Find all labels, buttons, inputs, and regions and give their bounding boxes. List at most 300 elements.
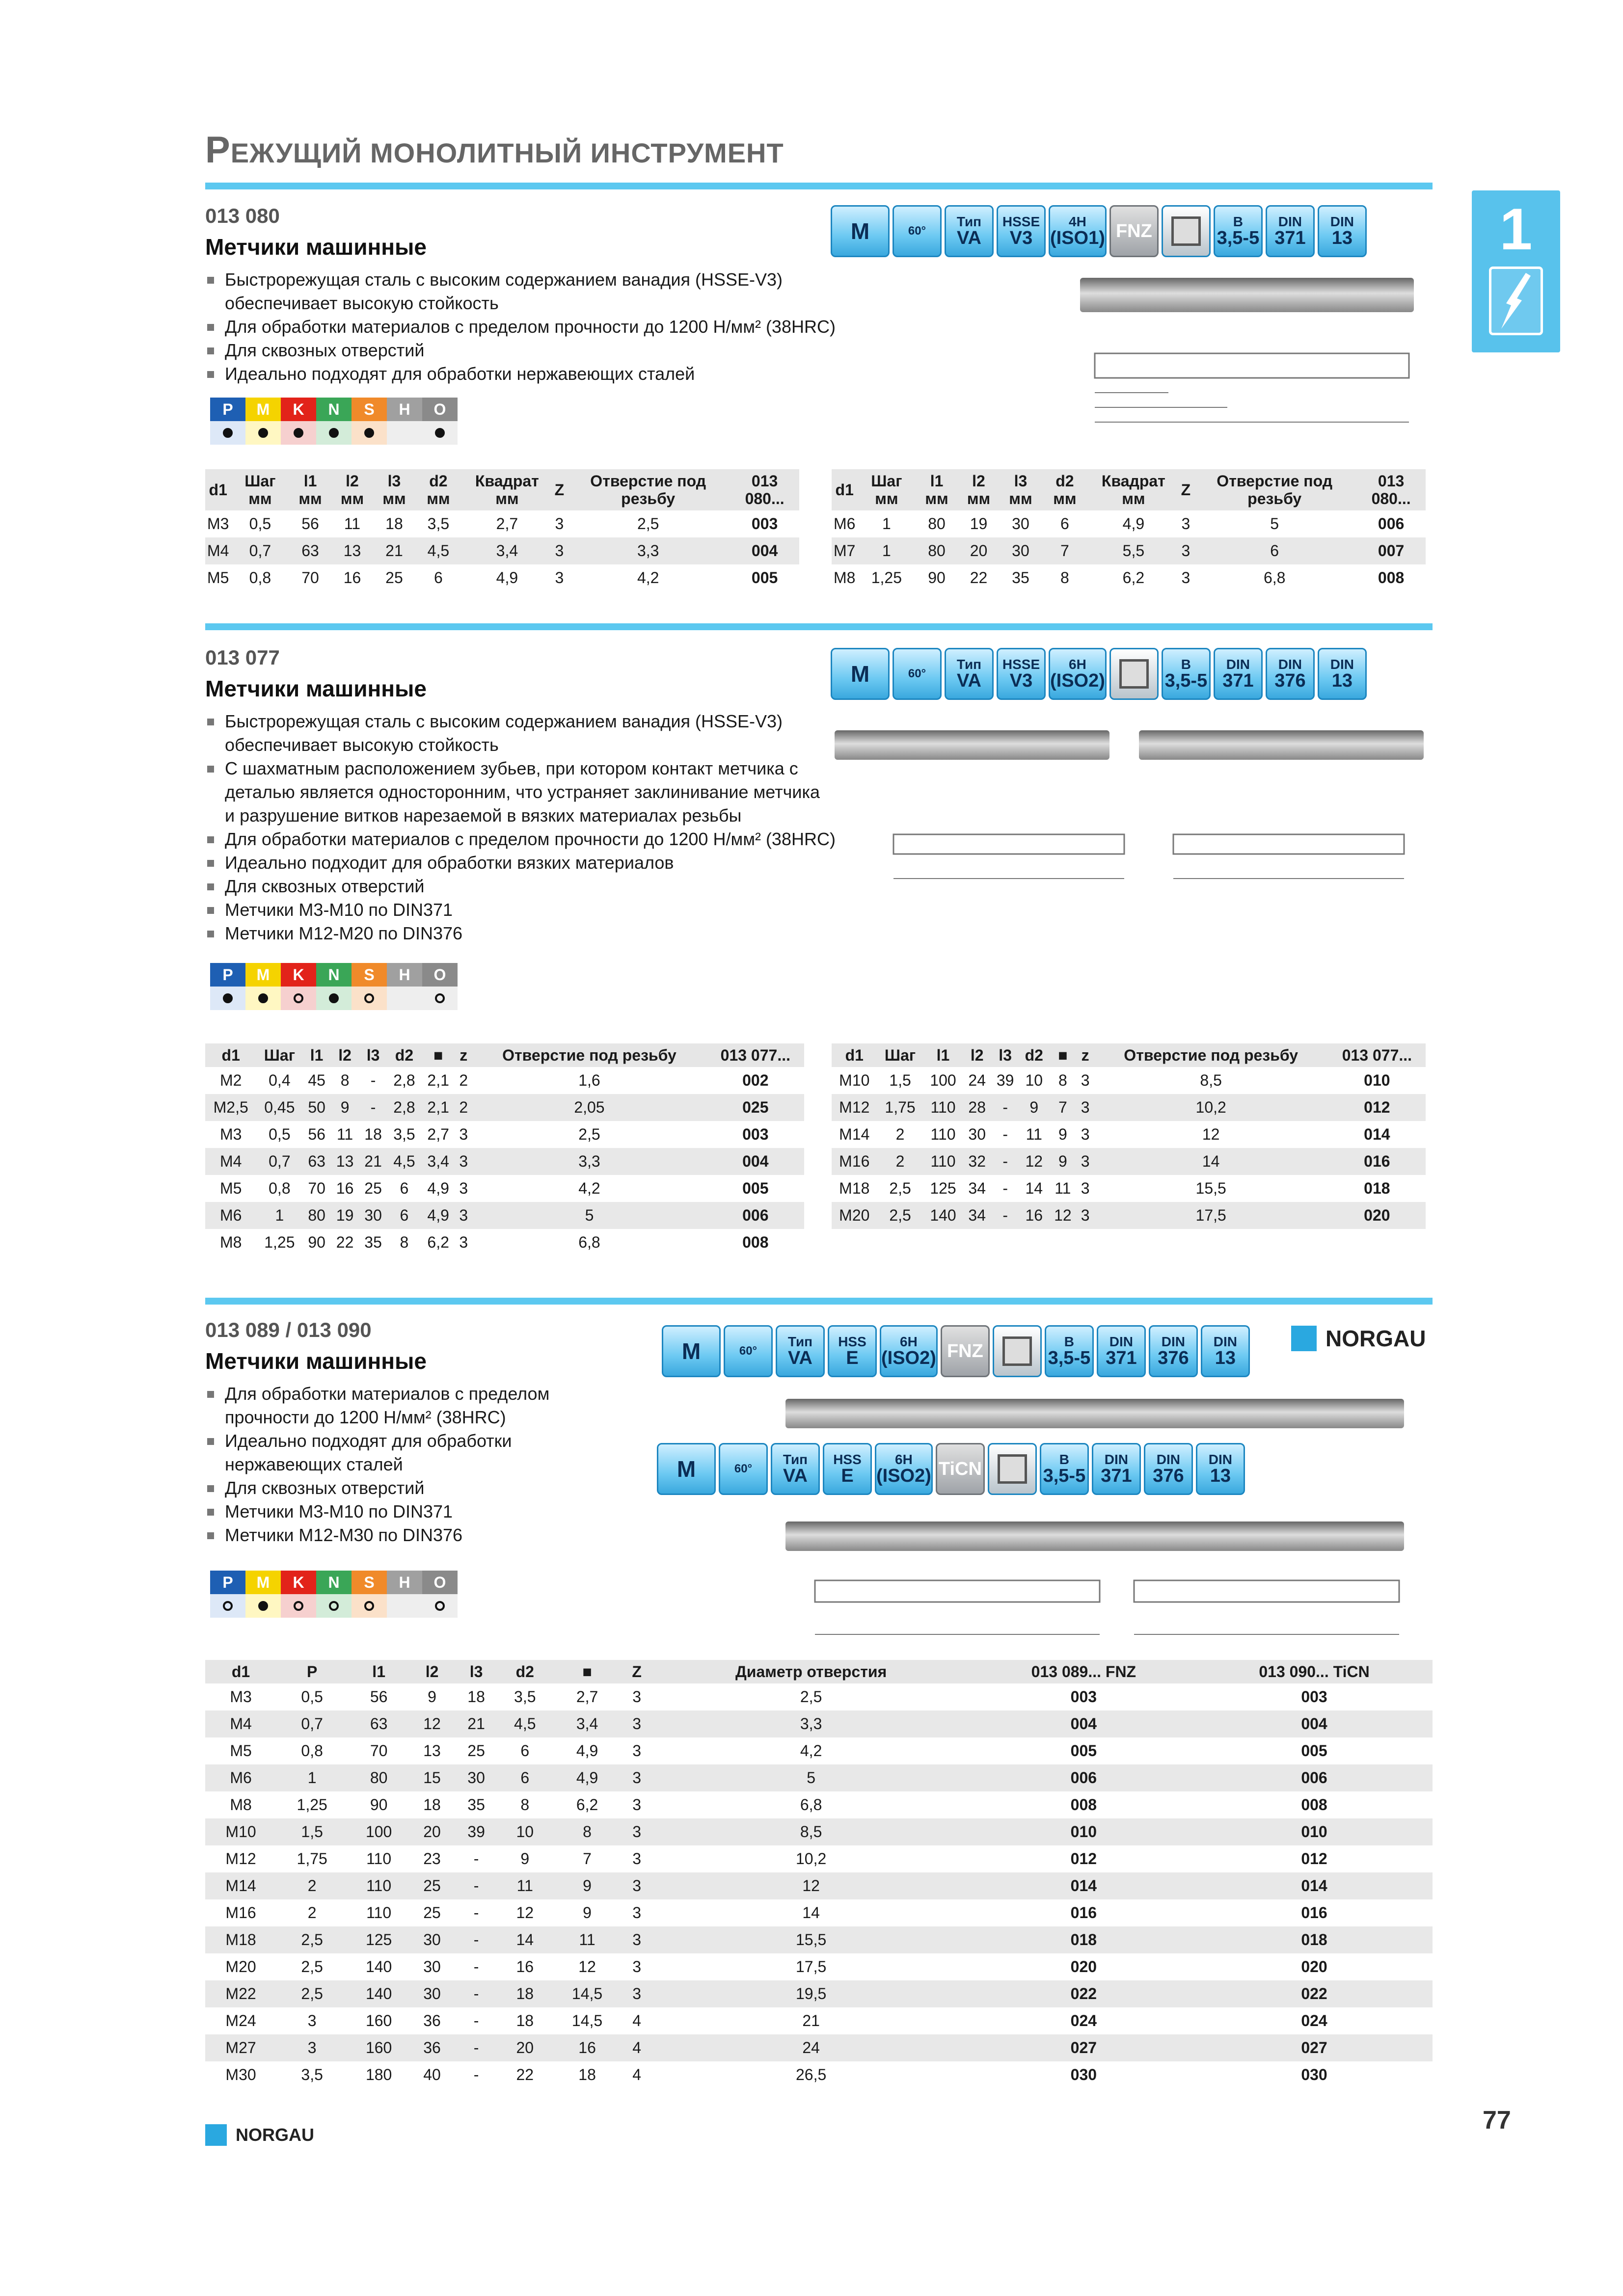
section-2-title: Метчики машинные [205,676,427,701]
tap-photo [1080,278,1414,312]
table-cell: 90 [928,569,946,587]
table-cell: 18 [364,1125,382,1143]
table-cell: 3 [1077,1094,1094,1121]
table-row [832,564,1426,591]
table-row [205,1980,1433,2007]
material-dot-cell [352,987,387,1010]
property-icon [828,1325,877,1377]
table-cell: 024 [1070,2012,1097,2029]
table-cell: 4,9 [1122,515,1145,533]
icon-label: 6H [900,1334,918,1349]
table-cell: 6 [1060,515,1069,533]
table-cell: M4 [205,1148,256,1175]
table-cell: 3 [459,1125,468,1143]
icon-label: DIN [1213,1334,1238,1349]
table-cell: 23 [423,1850,441,1868]
table-cell: 140 [923,1202,963,1229]
property-icon [1318,648,1367,700]
table-cell: 30 [410,1980,454,2007]
drill-icon [1489,267,1543,335]
table-cell: 005 [751,569,778,587]
table-cell: 5,5 [1088,537,1179,564]
table-cell: 14,5 [551,1980,622,2007]
table-cell: 008 [742,1233,769,1251]
table-cell: 20 [498,2034,551,2061]
table-cell: M14 [839,1125,870,1143]
table-cell: 1,25 [871,569,902,587]
table-cell: 6,2 [427,1233,449,1251]
table-cell: 3 [555,515,564,533]
table-cell: M14 [205,1872,276,1899]
table-cell: M22 [205,1980,276,2007]
table-cell: 12 [578,1958,596,1976]
table-cell: 2,5 [276,1926,348,1953]
table-cell: 11 [551,1926,622,1953]
table-cell: M16 [832,1148,877,1175]
table-cell: 5 [472,1202,706,1229]
column-header: Z [553,469,567,510]
table-cell: M5 [219,1179,242,1197]
table-cell: 3,5 [427,515,450,533]
icon-label: 6H [1069,657,1086,672]
table-cell: M5 [207,569,229,587]
table-cell: 3 [623,1872,651,1899]
table-cell: 004 [1196,1710,1433,1737]
table-row [205,510,799,537]
material-O: O [422,1571,458,1594]
section-2-table-right [832,1043,1426,1229]
table-cell: 3,4 [421,1148,455,1175]
table-cell: 007 [1356,537,1426,564]
table-cell: 006 [707,1202,804,1229]
table-cell: 12 [1202,1125,1220,1143]
table-cell: 0,8 [301,1742,323,1760]
table-cell: 9 [1019,1094,1049,1121]
table-cell: - [454,1926,498,1953]
table-cell: M4 [205,1710,276,1737]
table-cell: 2 [459,1071,468,1089]
table-cell: 020 [1301,1958,1327,1976]
table-cell: 0,4 [269,1071,291,1089]
table-cell: M3 [230,1688,252,1706]
table-cell: 6 [400,1179,409,1197]
table-row [205,1175,804,1202]
material-M: M [245,963,281,987]
table-cell: M3 [207,515,229,533]
table-cell: 2,8 [393,1071,415,1089]
table-cell: 13 [331,1148,359,1175]
table-cell: 3 [553,537,567,564]
icon-label: DIN [1278,214,1302,229]
material-K: K [281,1571,316,1594]
column-header: Отверстие под резьбу [1192,469,1356,510]
table-cell: 11 [1026,1125,1042,1143]
feature-item: нержавеющих сталей [225,1454,403,1474]
table-row [205,1683,1433,1710]
property-icon [662,1325,721,1377]
column-header: l1 мм [289,469,331,510]
table-header-row [832,1043,1426,1067]
table-cell: 80 [916,537,957,564]
icon-label: DIN [1161,1334,1186,1349]
table-cell: 20 [410,1818,454,1845]
table-cell: - [370,1071,376,1089]
table-cell: 13 [423,1742,441,1760]
table-cell: M8 [230,1796,252,1814]
feature-item: Метчики M12-M20 по DIN376 [205,922,902,945]
table-cell: 4,2 [637,569,659,587]
table-row [832,1175,1426,1202]
table-cell: 35 [364,1233,382,1251]
table-cell: 19,5 [651,1980,972,2007]
material-dot-cell [281,987,316,1010]
table-cell: 3 [623,1926,651,1953]
table-cell: 19 [970,515,988,533]
table-cell: 21 [359,1148,387,1175]
square-icon [998,1454,1027,1484]
table-cell: 70 [301,569,319,587]
table-cell: 3,3 [566,537,730,564]
icon-label: HSS [838,1334,866,1349]
icon-sublabel: E [846,1348,859,1368]
table-cell: M2 [219,1071,242,1089]
column-header: l2 мм [331,469,373,510]
table-cell: 7 [1042,537,1088,564]
material-dot-cell [281,421,316,445]
table-cell: 022 [1196,1980,1433,2007]
table-cell: 110 [930,1125,956,1143]
table-cell: 36 [410,2034,454,2061]
material-legend [210,398,458,421]
table-cell: 2,1 [427,1071,449,1089]
table-cell: 030 [1070,2066,1097,2083]
table-cell: 22 [970,569,988,587]
table-cell: 6,2 [576,1796,598,1814]
material-dot-cell [422,1594,458,1618]
column-header: Квадрат мм [461,469,552,510]
property-icon [1092,1443,1141,1495]
table-cell: - [1002,1179,1008,1197]
table-cell: 16 [516,1958,534,1976]
property-icon [1214,648,1263,700]
table-cell: 36 [423,2012,441,2029]
table-row [832,510,1426,537]
chapter-tab[interactable] [1472,190,1560,352]
table-cell: 4,9 [427,1179,449,1197]
table-cell: 110 [923,1148,963,1175]
table-cell: 56 [301,515,319,533]
table-cell: 50 [302,1094,330,1121]
table-cell: 4 [632,2066,641,2083]
table-cell: 3 [632,1958,641,1976]
table-cell: - [454,1872,498,1899]
table-row [205,1953,1433,1980]
table-cell: 018 [972,1926,1196,1953]
icon-label: 60° [739,1344,757,1358]
table-cell: 3 [1081,1071,1090,1089]
table-cell: 12 [410,1710,454,1737]
table-cell: 18 [467,1688,485,1706]
table-cell: 3 [1181,515,1190,533]
feature-item: обеспечивает высокую стойкость [225,293,499,313]
table-cell: 63 [289,537,331,564]
column-header: l3 [991,1043,1019,1067]
table-cell: 3 [459,1233,468,1251]
table-cell: 025 [707,1094,804,1121]
column-header: l3 [454,1660,498,1683]
square-icon [1171,216,1201,246]
material-dot-cell [281,1594,316,1618]
square-shank-icon [1162,205,1211,257]
column-header: 013 080... [730,469,799,510]
table-cell: 014 [1364,1125,1390,1143]
property-icon [771,1443,820,1495]
table-cell: 3,3 [651,1710,972,1737]
table-cell: 2,1 [421,1094,455,1121]
table-cell: 56 [370,1688,388,1706]
table-cell: 0,7 [256,1148,302,1175]
section-2-material-grid [210,963,458,1010]
table-cell: M27 [205,2034,276,2061]
table-cell: 30 [968,1125,986,1143]
section-3-property-icons-ticn [657,1443,1245,1495]
property-icon [1214,205,1263,257]
table-cell: 6 [498,1764,551,1791]
table-row [205,537,799,564]
table-cell: 10 [498,1818,551,1845]
table-cell: 18 [385,515,403,533]
table-cell: 3 [1181,569,1190,587]
table-cell: 22 [336,1233,354,1251]
table-cell: 4 [632,2012,641,2029]
table-cell: 70 [308,1179,325,1197]
table-cell: M4 [205,537,231,564]
feature-item: Метчики M3-M10 по DIN371 [205,898,902,922]
table-cell: 1,75 [297,1850,327,1868]
feature-item: С шахматным расположением зубьев, при котором контакт метчика с [205,757,902,780]
table-cell: 30 [359,1202,387,1229]
table-cell: 012 [1328,1094,1426,1121]
property-icon [1149,1325,1198,1377]
icon-sublabel: 376 [1274,670,1306,691]
feature-item: Идеально подходят для обработки нержавеющих сталей [205,362,893,386]
material-suitability [210,987,458,1010]
filled-dot-icon [294,428,303,438]
table-cell: 2,5 [578,1125,600,1143]
tap-photo-left [835,730,1109,760]
table-cell: 3 [623,1980,651,2007]
table-cell: 125 [930,1179,956,1197]
icon-sublabel: 13 [1331,670,1353,691]
icon-label: 60° [908,667,926,680]
table-cell: 3,3 [472,1148,706,1175]
icon-label: M [676,1456,696,1482]
filled-dot-icon [258,1601,268,1611]
filled-dot-icon [329,993,339,1003]
table-cell: M10 [205,1818,276,1845]
table-cell: - [473,1904,479,1922]
table-cell: 2,5 [800,1688,822,1706]
column-header: Шаг мм [231,469,289,510]
table-cell: 16 [343,569,361,587]
table-cell: 4,9 [551,1764,622,1791]
table-cell: M6 [205,1202,256,1229]
material-H: H [387,963,422,987]
icon-sublabel: 3,5-5 [1048,1348,1091,1368]
table-cell: 16 [336,1179,354,1197]
table-cell: 3 [623,1764,651,1791]
empty-dot-icon [364,993,374,1003]
table-cell: 012 [1301,1850,1327,1868]
table-row [832,1148,1426,1175]
property-icon [1097,1325,1146,1377]
table-cell: 2,7 [576,1688,598,1706]
table-cell: 005 [1070,1742,1097,1760]
table-cell: 9 [520,1850,530,1868]
table-cell: 016 [1328,1148,1426,1175]
column-header: l1 [923,1043,963,1067]
table-cell: 3 [455,1202,472,1229]
table-cell: M20 [225,1958,256,1976]
table-cell: 0,8 [249,569,271,587]
property-icon [997,205,1046,257]
filled-dot-icon [258,993,268,1003]
property-icon [1109,205,1159,257]
material-legend [210,963,458,987]
table-cell: 006 [1378,515,1405,533]
table-cell: 11 [336,1125,353,1143]
icon-sublabel: VA [788,1348,812,1368]
column-header: ■ [1049,1043,1077,1067]
material-S: S [352,398,387,421]
table-cell: 34 [968,1179,986,1197]
property-icon [945,205,994,257]
table-cell: 160 [365,2012,392,2029]
square-shank-icon [988,1443,1037,1495]
table-cell: 9 [1058,1125,1067,1143]
section-3-property-icons-fnz [662,1325,1250,1377]
column-header: Шаг мм [857,469,916,510]
table-cell: 2 [877,1148,923,1175]
material-N: N [316,398,352,421]
table-row [205,1067,804,1094]
table-cell: 3 [632,1688,641,1706]
table-cell: 35 [467,1796,485,1814]
section-2-code: 013 077 [205,646,280,669]
table-row [205,1845,1433,1872]
icon-sublabel: VA [957,228,981,248]
thread-angle-icon [893,648,942,700]
feature-item: Для сквозных отверстий [205,1476,647,1500]
property-icon [936,1443,985,1495]
table-cell: 17,5 [795,1958,827,1976]
table-cell: 0,7 [276,1710,348,1737]
table-cell: 30 [454,1764,498,1791]
table-header-row [205,469,799,510]
table-cell: 11 [498,1872,551,1899]
section-1-table-right [832,469,1426,591]
column-header: d1 [832,1043,877,1067]
material-M: M [245,398,281,421]
table-row [205,1121,804,1148]
table-cell: 8,5 [651,1818,972,1845]
table-cell: 1 [857,537,916,564]
icon-label: Тип [956,657,982,672]
section-3-features [205,1382,647,1547]
table-cell: 15,5 [1195,1179,1226,1197]
header-rule [205,183,1433,189]
table-cell: M6 [834,515,856,533]
section-1-material-grid [210,398,458,445]
table-cell: 010 [1196,1818,1433,1845]
feature-item: прочности до 1200 Н/мм² (38HRC) [225,1407,506,1427]
table-cell: 34 [963,1202,991,1229]
square-shank-icon [1109,648,1159,700]
table-cell: 0,5 [249,515,271,533]
table-cell: 3 [459,1179,468,1197]
column-header: Отверстие под резьбу [472,1043,706,1067]
table-cell: 110 [348,1872,410,1899]
table-cell: 16 [1019,1202,1049,1229]
page-number: 77 [1483,2106,1511,2135]
property-icon [945,648,994,700]
column-header: Z [1179,469,1193,510]
property-icon [1162,648,1211,700]
table-cell: 5 [1270,515,1279,533]
icon-sublabel: 13 [1215,1348,1236,1368]
table-header-row [205,1043,804,1067]
table-cell: 004 [707,1148,804,1175]
table-cell: 21 [802,2012,820,2029]
material-K: K [281,963,316,987]
feature-item: Метчики M12-M30 по DIN376 [205,1523,647,1547]
table-cell: 18 [578,2066,596,2083]
material-suitability [210,1594,458,1618]
feature-item: Идеально подходят для обработки [205,1429,647,1453]
table-cell: 35 [1012,569,1029,587]
table-cell: 2,5 [637,515,659,533]
table-cell: 2 [307,1904,317,1922]
property-icon [941,1325,990,1377]
table-cell: 4,5 [498,1710,551,1737]
table-cell: 8 [551,1818,622,1845]
material-H: H [387,398,422,421]
column-header: d2 [387,1043,421,1067]
icon-label: DIN [1156,1452,1181,1467]
table-cell: 003 [1301,1688,1327,1706]
tap-drawing-left [884,825,1139,903]
table-cell: M10 [839,1071,870,1089]
table-cell: 45 [308,1071,325,1089]
property-icon [1049,648,1107,700]
table-cell: M5 [230,1742,252,1760]
section-1-property-icons [831,205,1367,257]
table-cell: 4,5 [415,537,461,564]
table-cell: 24 [968,1071,986,1089]
feature-item: обеспечивает высокую стойкость [225,735,499,755]
table-cell: 3,4 [551,1710,622,1737]
table-cell: M7 [832,537,857,564]
table-cell: 0,8 [269,1179,291,1197]
column-header: l2 [410,1660,454,1683]
tap-drawing-left [805,1571,1109,1649]
icon-sublabel: (ISO2) [881,1348,936,1368]
filled-dot-icon [435,428,445,438]
table-cell: 008 [1070,1796,1097,1814]
column-header: Диаметр отверстия [651,1660,972,1683]
table-cell: - [1002,1125,1008,1143]
icon-sublabel: (ISO2) [876,1466,931,1486]
